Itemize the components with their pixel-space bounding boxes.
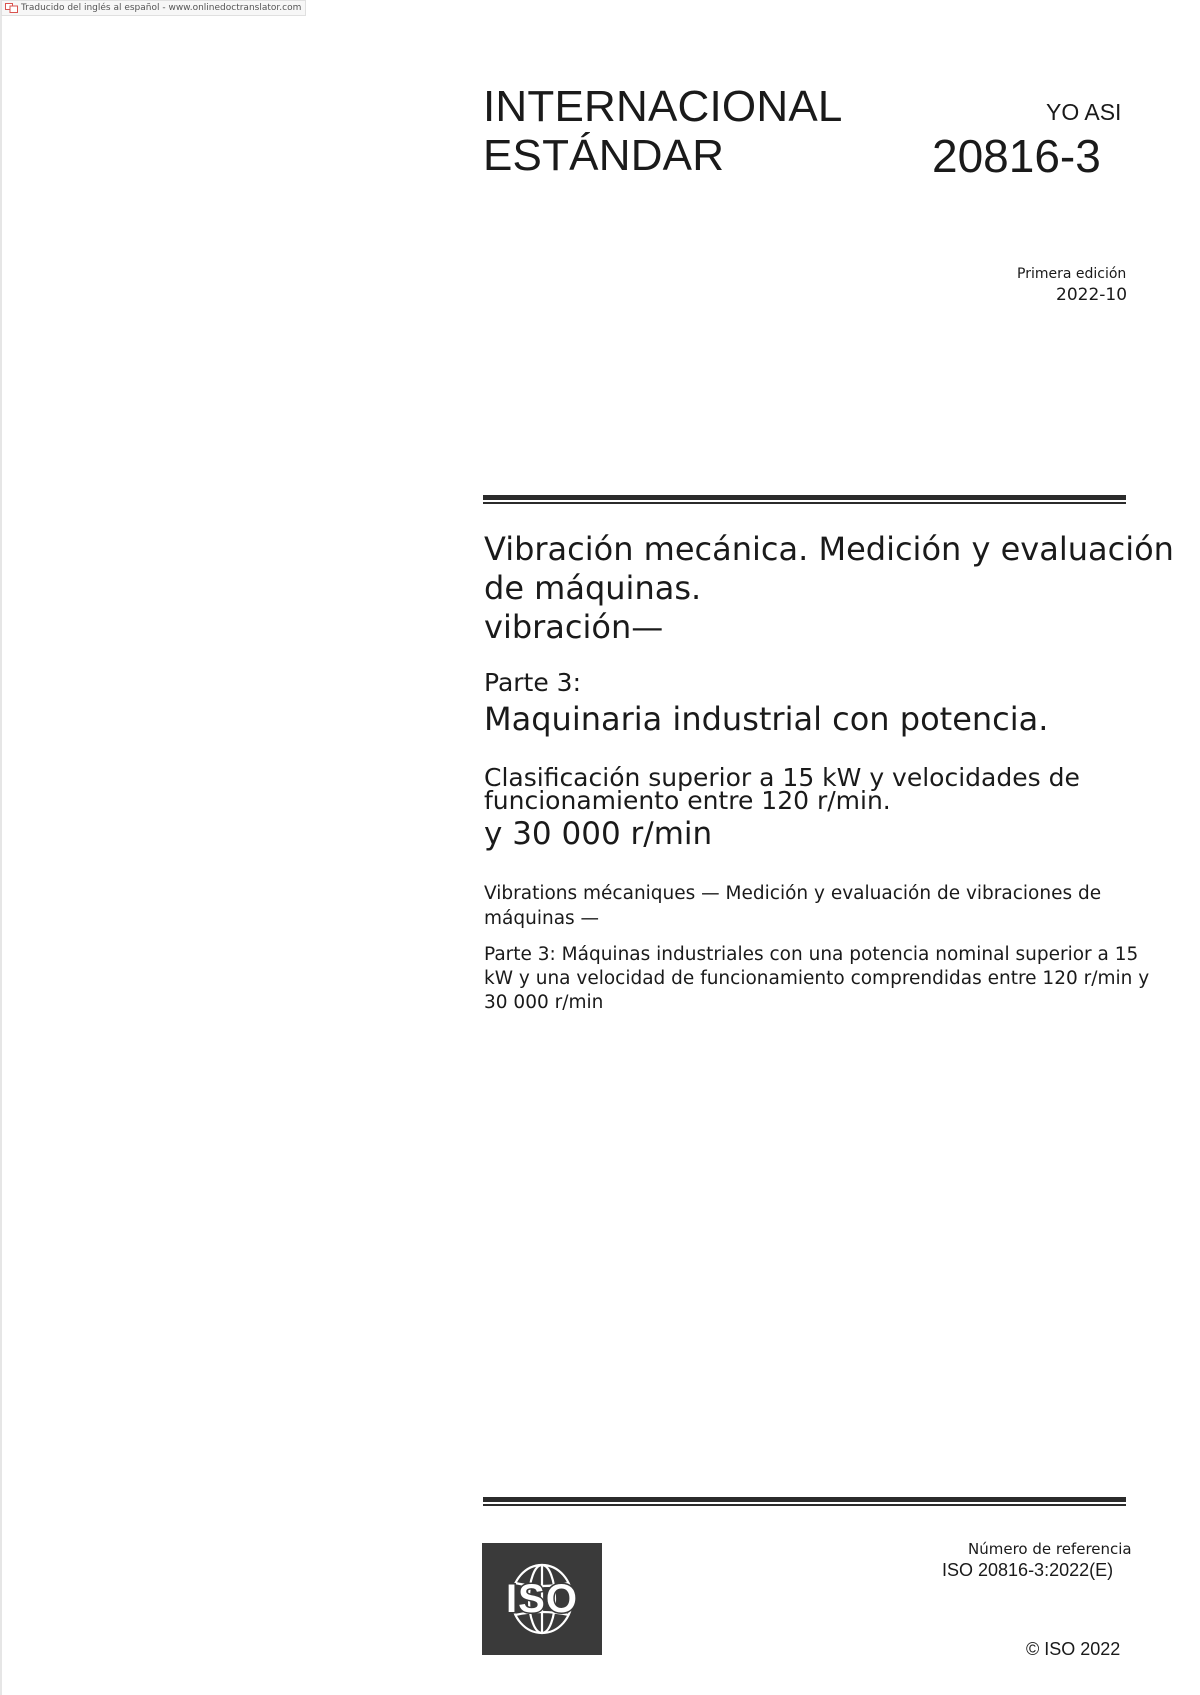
- edition-label: Primera edición: [1017, 266, 1127, 282]
- reference-label: Número de referencia: [968, 1540, 1132, 1558]
- title-line2: de máquinas.: [484, 569, 702, 607]
- part-title: Maquinaria industrial con potencia.: [484, 700, 1049, 738]
- alt-title-line1: Vibrations mécaniques — Medición y evaluación de vibraciones de: [484, 883, 1102, 904]
- iso-logo: [482, 1543, 602, 1655]
- standard-type-line1: INTERNACIONAL: [483, 82, 843, 131]
- alt-title-line5: 30 000 r/min: [484, 992, 604, 1013]
- iso-abbreviation: YO ASI: [1046, 99, 1122, 125]
- description-line3: y 30 000 r/min: [484, 816, 713, 852]
- translator-banner[interactable]: [1, 0, 306, 16]
- translate-icon: [5, 3, 18, 13]
- svg-text:ISO: ISO: [506, 1577, 578, 1621]
- bottom-divider: [483, 1497, 1126, 1506]
- description-line1: Clasificación superior a 15 kW y velocidades de: [484, 763, 1080, 792]
- translator-banner-text: Traducido del inglés al español - www.onlinedoctranslator.com: [21, 3, 302, 13]
- top-divider: [483, 495, 1126, 504]
- standard-number: 20816-3: [932, 130, 1101, 182]
- alt-title-line4: kW y una velocidad de funcionamiento comprendidas entre 120 r/min y: [484, 968, 1150, 989]
- copyright: © ISO 2022: [1026, 1639, 1121, 1659]
- part-label: Parte 3:: [484, 668, 582, 697]
- description-line2: funcionamiento entre 120 r/min.: [484, 786, 891, 815]
- alt-title-line2: máquinas —: [484, 908, 600, 929]
- page-edge: [0, 0, 2, 1695]
- alt-title-line3: Parte 3: Máquinas industriales con una potencia nominal superior a 15: [484, 944, 1139, 965]
- standard-type-line2: ESTÁNDAR: [483, 131, 725, 180]
- title-line1: Vibración mecánica. Medición y evaluación: [484, 530, 1174, 568]
- reference-number: ISO 20816-3:2022(E): [942, 1560, 1114, 1580]
- edition-date: 2022-10: [1056, 285, 1128, 305]
- title-line3: vibración—: [484, 608, 664, 646]
